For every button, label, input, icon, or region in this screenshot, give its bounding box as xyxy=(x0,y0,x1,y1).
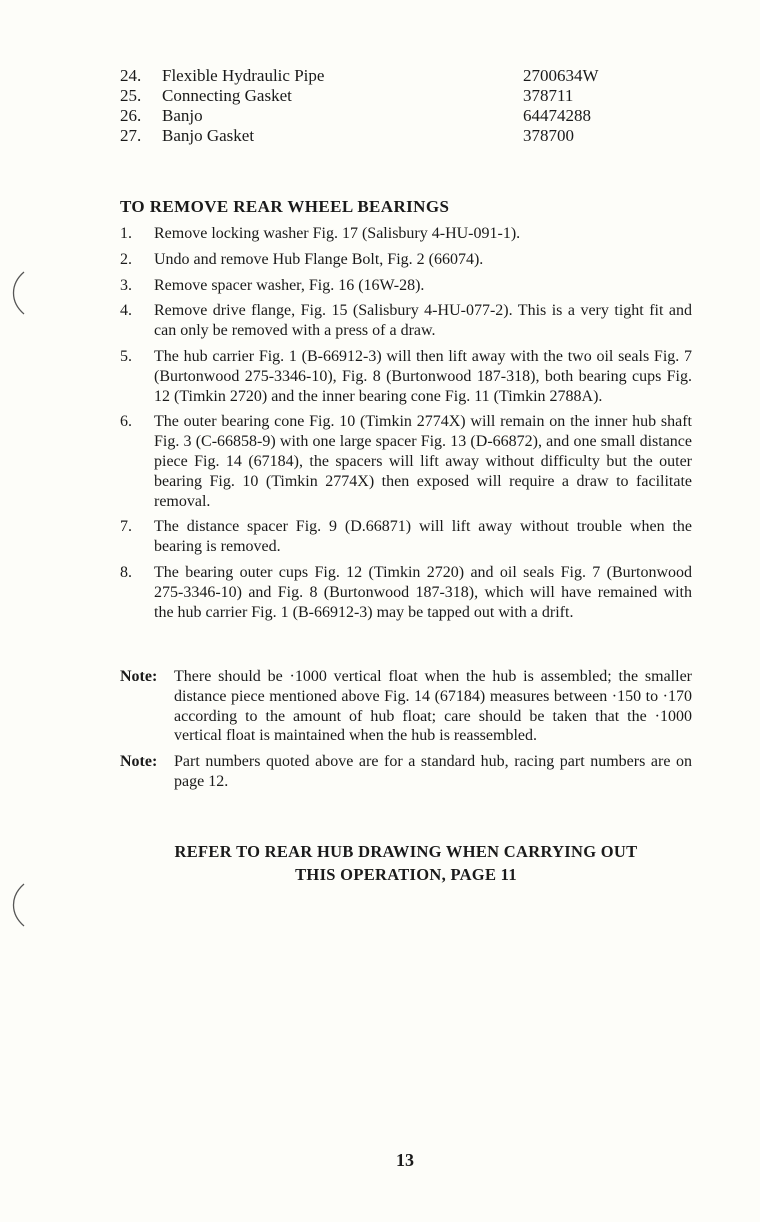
note-text: Part numbers quoted above are for a standard hub, racing part numbers are on page 12. xyxy=(174,753,692,790)
step-number: 3. xyxy=(120,276,132,294)
note xyxy=(120,667,692,746)
step-text: The outer bearing cone Fig. 10 (Timkin 2774X) will remain on the inner hub shaft Fig. 3 (C-66858-9) with one large spacer Fig. 13 (D-66872), and one small distance piece Fig. 14 (67184), the spacers will lift away without difficulty but the outer bearing Fig. 10 (Timkin 2774X) then exposed will require a draw to facilitate removal. xyxy=(154,413,692,510)
part-code: 378711 xyxy=(523,86,574,105)
part-name: Connecting Gasket xyxy=(162,86,292,105)
note-text: There should be ·1000 vertical float when the hub is assembled; the smaller distance piece mentioned above Fig. 14 (67184) measures between ·150 to ·170 according to the amount of hub float; care should be taken that the ·1000 vertical float is maintained when the hub is reassembled. xyxy=(174,668,692,745)
margin-bracket-mark xyxy=(4,268,28,318)
note-label: Note: xyxy=(120,753,158,771)
step-text: Remove locking washer Fig. 17 (Salisbury 4-HU-091-1). xyxy=(154,225,521,242)
procedure-step xyxy=(120,301,692,341)
part-number: 24. xyxy=(120,66,142,85)
reference-instruction xyxy=(120,840,692,886)
part-name: Flexible Hydraulic Pipe xyxy=(162,66,325,85)
step-text: Undo and remove Hub Flange Bolt, Fig. 2 (66074). xyxy=(154,250,484,268)
reference-line: THIS OPERATION, PAGE 11 xyxy=(295,865,517,884)
section-heading: TO REMOVE REAR WHEEL BEARINGS xyxy=(120,197,450,216)
step-text: Remove drive flange, Fig. 15 (Salisbury 4-HU-077-2). This is a very tight fit and can only be removed with a press of a draw. xyxy=(154,302,692,340)
part-code: 64474288 xyxy=(523,106,591,125)
parts-list-row xyxy=(120,106,640,126)
step-text: The distance spacer Fig. 9 (D.66871) will lift away without trouble when the bearing is removed. xyxy=(154,518,692,556)
part-code: 378700 xyxy=(523,126,574,145)
step-number: 6. xyxy=(120,413,132,431)
procedure-step xyxy=(120,412,692,511)
notes-section xyxy=(120,667,692,798)
page-number: 13 xyxy=(396,1150,414,1170)
step-text: Remove spacer washer, Fig. 16 (16W-28). xyxy=(154,276,425,294)
parts-list-row xyxy=(120,86,640,106)
procedure-step xyxy=(120,276,692,296)
note-label: Note: xyxy=(120,668,158,685)
part-name: Banjo Gasket xyxy=(162,126,255,145)
step-number: 7. xyxy=(120,518,132,536)
parts-list xyxy=(120,66,640,146)
procedure-steps xyxy=(120,224,692,628)
procedure-step xyxy=(120,517,692,557)
step-number: 5. xyxy=(120,347,132,365)
part-number: 27. xyxy=(120,126,142,145)
reference-line: REFER TO REAR HUB DRAWING WHEN CARRYING OUT xyxy=(174,842,638,861)
procedure-step xyxy=(120,563,692,622)
step-text: The bearing outer cups Fig. 12 (Timkin 2720) and oil seals Fig. 7 (Burtonwood 275-3346-10) and Fig. 8 (Burtonwood 187-318), which will have remained with the hub carrier Fig. 1 (B-66912-3) may be tapped out with a drift. xyxy=(154,563,692,621)
part-name: Banjo xyxy=(162,106,203,125)
parts-list-row xyxy=(120,126,640,146)
part-number: 26. xyxy=(120,106,142,125)
note xyxy=(120,752,692,792)
procedure-step xyxy=(120,250,692,270)
step-number: 1. xyxy=(120,225,132,242)
part-number: 25. xyxy=(120,86,142,105)
margin-bracket-mark xyxy=(4,880,28,930)
procedure-step xyxy=(120,347,692,406)
step-number: 2. xyxy=(120,250,132,268)
step-text: The hub carrier Fig. 1 (B-66912-3) will then lift away with the two oil seals Fig. 7 (Burtonwood 275-3346-10), Fig. 8 (Burtonwood 187-318), both bearing cups Fig. 12 (Timkin 2720) and the inner bearing cone Fig. 11 (Timkin 2788A). xyxy=(154,347,692,405)
step-number: 4. xyxy=(120,302,132,320)
parts-list-row xyxy=(120,66,640,86)
step-number: 8. xyxy=(120,563,132,581)
part-code: 2700634W xyxy=(523,66,599,85)
procedure-step xyxy=(120,224,692,244)
